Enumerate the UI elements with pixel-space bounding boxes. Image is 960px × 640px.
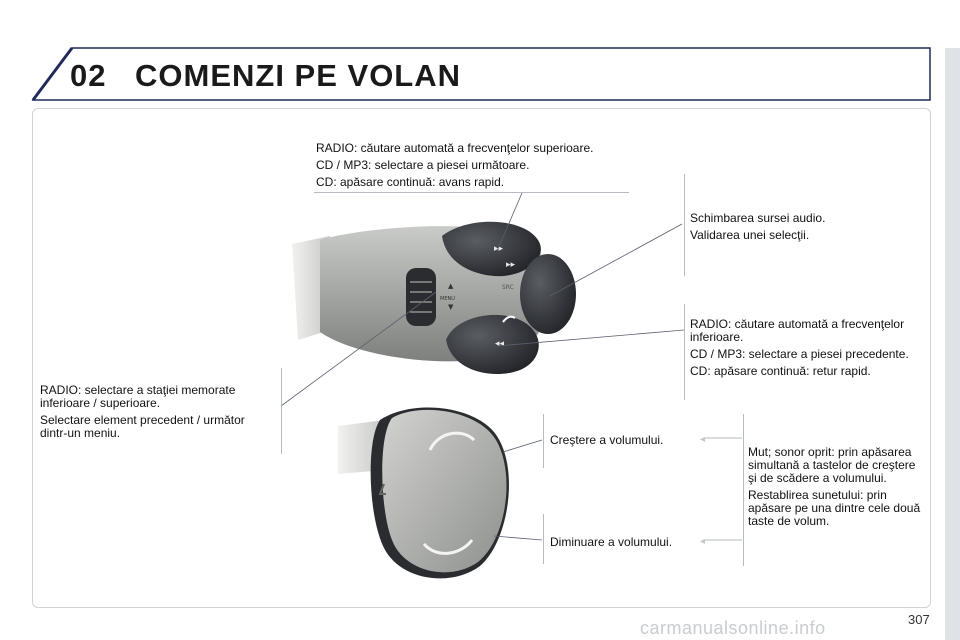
volume-down-callout: Diminuare a volumului. [550, 535, 673, 549]
page-number: 307 [908, 612, 930, 627]
rewind-icon: ◂◂ [495, 339, 505, 349]
watermark: carmanualsonline.info [640, 618, 826, 638]
seek-up-callout: RADIO: căutare automată a frecvenţelor superioare. CD / MP3: selectare a piesei următoare. CD: apăsare continuă: avans rapid. [316, 141, 594, 189]
volume-stalk [338, 408, 509, 579]
svg-text:▸▸: ▸▸ [506, 260, 516, 270]
divider [281, 368, 282, 454]
src-label: SRC [502, 284, 514, 291]
divider [743, 414, 744, 566]
volume-up-callout: Creştere a volumului. [550, 433, 664, 447]
divider [543, 514, 544, 564]
svg-text:◂: ◂ [700, 434, 706, 445]
mute-callout: Mut; sonor oprit: prin apăsarea simultană a tastelor de creştere şi de scădere a volumului. Restablirea sunetului: prin apăsare pe una dintre cele două taste de volum. [748, 445, 921, 528]
wheel-callout: RADIO: selectare a staţiei memorate inferioare / superioare. Selectare element precedent / următor dintr-un meniu. [40, 383, 245, 440]
volume-arrows [705, 438, 742, 540]
audio-stalk [292, 222, 576, 374]
svg-text:▲: ▲ [448, 282, 454, 290]
divider [684, 174, 685, 276]
svg-text:▼: ▼ [448, 303, 454, 311]
svg-text:◂: ◂ [700, 536, 706, 547]
page-title: COMENZI PE VOLAN [135, 58, 462, 93]
chapter-number: 02 [70, 58, 107, 93]
menu-label: MENU [440, 296, 455, 302]
divider [684, 304, 685, 400]
source-callout: Schimbarea sursei audio. Validarea unei selecţii. [690, 211, 826, 242]
divider [543, 414, 544, 468]
seek-down-callout: RADIO: căutare automată a frecvenţelor inferioare. CD / MP3: selectare a piesei precedente. CD: apăsare continuă: retur rapid. [690, 317, 909, 378]
fast-forward-icon: ▸▸ [494, 244, 504, 254]
